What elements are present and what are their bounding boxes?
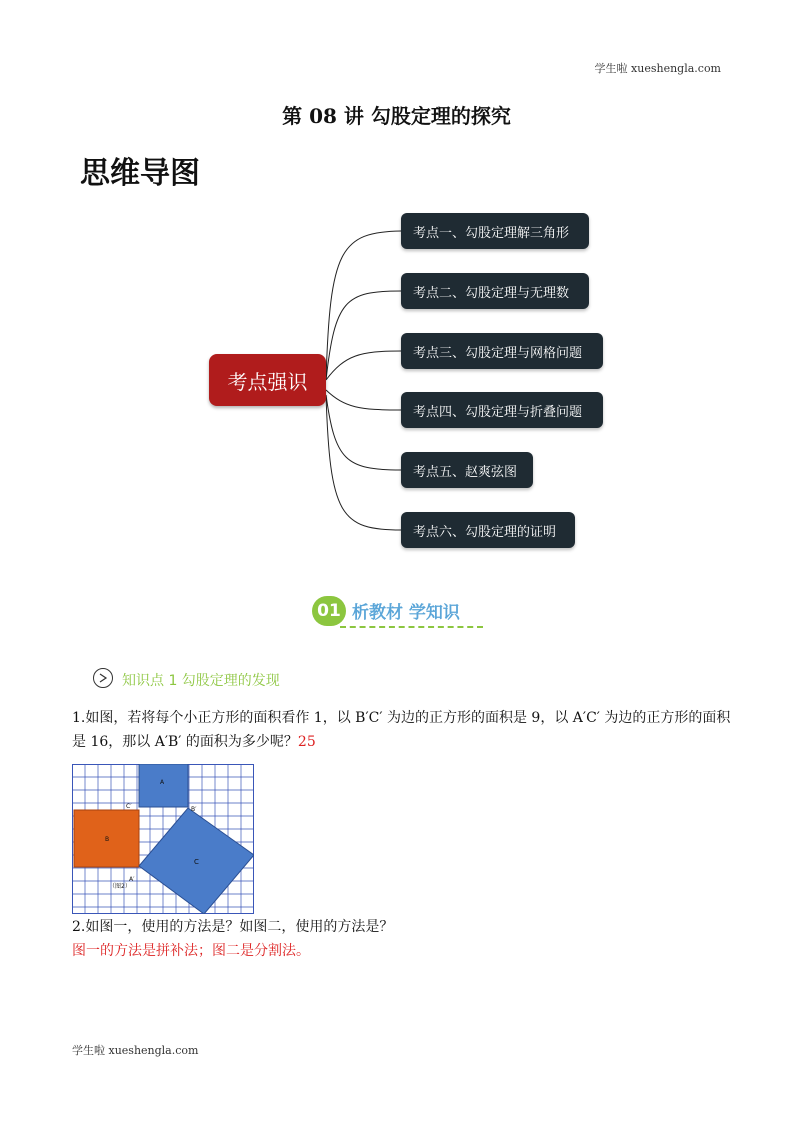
question-1 xyxy=(72,706,732,754)
question-1-text: 1.如图，若将每个小正方形的面积看作 1，以 B′C′ 为边的正方形的面积是 9，以 A′C′ 为边的正方形的面积是 16，那以 A′B′ 的面积为多少呢？ xyxy=(72,710,731,750)
label-a-prime: A′ xyxy=(129,876,135,883)
connector-3 xyxy=(326,351,401,380)
knowledge-point-title: 知识点 1 勾股定理的发现 xyxy=(122,673,280,689)
badge-underline xyxy=(340,626,483,628)
question-2-text: 2.如图一，使用的方法是？如图二，使用的方法是？ xyxy=(72,919,394,935)
section-heading: 思维导图 xyxy=(80,156,200,191)
label-b-prime: B′ xyxy=(191,806,197,813)
mindmap-branch-6: 考点六、勾股定理的证明 xyxy=(401,512,575,548)
label-a: A xyxy=(160,779,165,786)
header-site: 学生啦 xueshengla.com xyxy=(594,62,721,75)
question-2 xyxy=(72,915,732,963)
connector-2 xyxy=(326,291,401,380)
mindmap-branch-2: 考点二、勾股定理与无理数 xyxy=(401,273,589,309)
mindmap-branch-4: 考点四、勾股定理与折叠问题 xyxy=(401,392,603,428)
footer-site: 学生啦 xueshengla.com xyxy=(72,1044,199,1057)
mindmap-branch-1: 考点一、勾股定理解三角形 xyxy=(401,213,589,249)
connector-4 xyxy=(326,390,401,410)
connector-6 xyxy=(326,395,401,530)
figure-caption: （图2） xyxy=(109,883,131,890)
question-2-answer: 图一的方法是拼补法；图二是分割法。 xyxy=(72,943,310,959)
section-number-badge: 01 xyxy=(312,596,346,626)
mindmap-center-node: 考点强识 xyxy=(209,354,326,406)
connector-1 xyxy=(326,231,401,380)
label-c: C xyxy=(194,858,199,866)
mindmap-branch-5: 考点五、赵爽弦图 xyxy=(401,452,533,488)
label-c-prime: C′ xyxy=(126,803,132,810)
label-b: B xyxy=(105,836,110,843)
pythagoras-grid-figure xyxy=(72,764,254,914)
mindmap-branch-3: 考点三、勾股定理与网格问题 xyxy=(401,333,603,369)
play-circle-icon xyxy=(92,667,114,689)
question-1-answer: 25 xyxy=(297,734,316,750)
connector-5 xyxy=(326,395,401,470)
page-title: 第 08 讲 勾股定理的探究 xyxy=(282,104,511,128)
section-badge-title: 析教材 学知识 xyxy=(352,603,460,623)
